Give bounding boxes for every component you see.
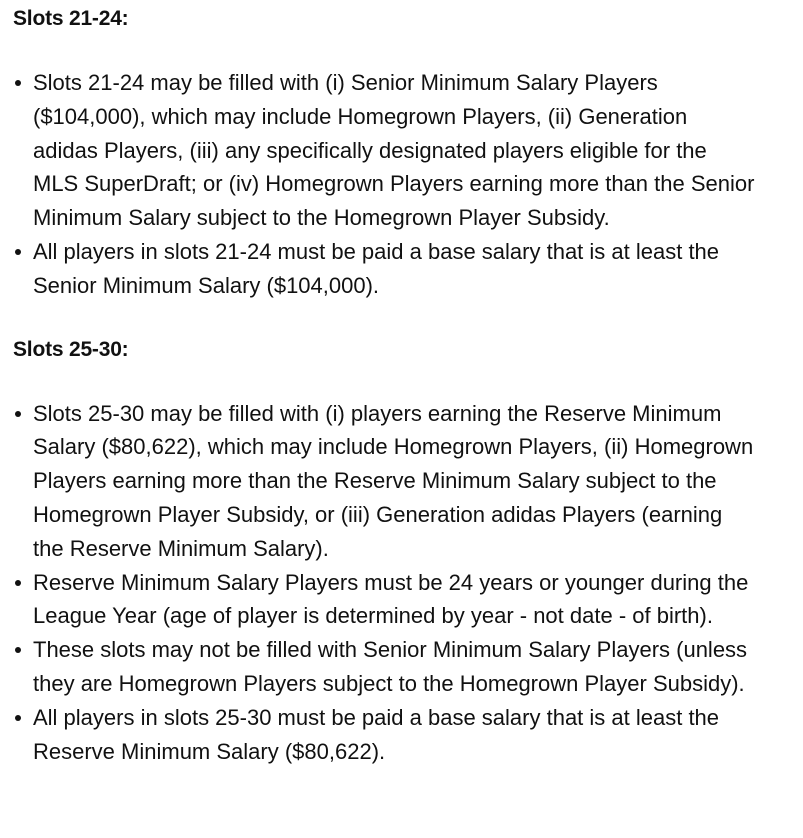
list-item-text: All players in slots 25-30 must be paid a base salary that is at least the Reserve Minimum Salary ($80,622). xyxy=(33,704,720,764)
bullet-icon xyxy=(13,633,27,653)
list-item-text: All players in slots 21-24 must be paid a base salary that is at least the Senior Minimum Salary ($104,000). xyxy=(33,238,720,298)
bullet-icon xyxy=(13,566,27,586)
bullet-icon xyxy=(13,701,27,721)
section-heading: Slots 21-24: xyxy=(13,7,129,30)
bullet-icon xyxy=(13,66,27,86)
list-item xyxy=(13,235,758,303)
list-item xyxy=(13,633,758,701)
list-item-text: Slots 21-24 may be filled with (i) Senior Minimum Salary Players ($104,000), which may include Homegrown Players, (ii) Generation adidas Players, (iii) any specifically designated players eligible for the MLS SuperDraft; or (iv) Homegrown Players earning more than the Senior Minimum Salary subject to the Homegrown Player Subsidy. xyxy=(33,70,755,231)
list-item xyxy=(13,566,758,634)
list-item xyxy=(13,66,758,235)
list-item-text: Slots 25-30 may be filled with (i) players earning the Reserve Minimum Salary ($80,622), which may include Homegrown Players, (ii) Homegrown Players earning more than the Reserve Minimum Salary subject to the Homegrown Player Subsidy, or (iii) Generation adidas Players (earning the Reserve Minimum Salary). xyxy=(33,400,754,561)
list-item-text: These slots may not be filled with Senior Minimum Salary Players (unless they are Homegrown Players subject to the Homegrown Player Subsidy). xyxy=(33,637,748,696)
section-slots-25-30 xyxy=(13,333,803,769)
bullet-list xyxy=(13,397,803,769)
bullet-list xyxy=(13,66,803,303)
list-item-text: Reserve Minimum Salary Players must be 24 years or younger during the League Year (age of player is determined by year - not date - of birth). xyxy=(33,569,749,629)
bullet-icon xyxy=(13,235,27,255)
section-heading: Slots 25-30: xyxy=(13,337,129,361)
bullet-icon xyxy=(13,397,27,417)
list-item xyxy=(13,397,758,566)
section-slots-21-24 xyxy=(13,0,803,303)
list-item xyxy=(13,701,758,769)
